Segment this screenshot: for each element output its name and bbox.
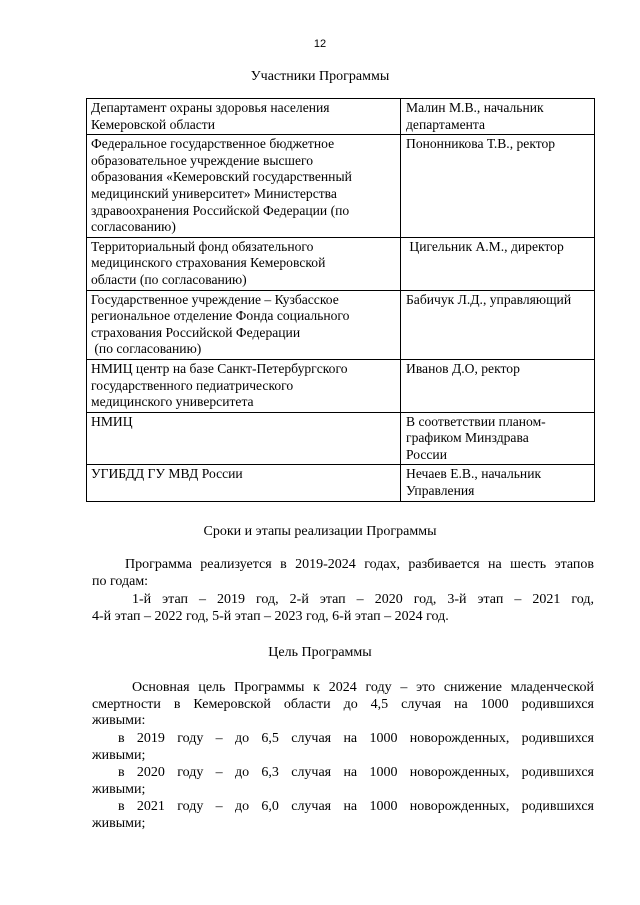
text-line: 1-й этап – 2019 год, 2-й этап – 2020 год, 3-й этап – 2021 год,: [132, 592, 594, 607]
participants-table: [86, 98, 595, 502]
cell-line: департамента: [406, 116, 486, 132]
text-line: Основная цель Программы к 2024 году – это снижение младенческой: [132, 680, 594, 695]
cell-line: Бабичук Л.Д., управляющий: [406, 291, 572, 307]
goal-paragraph: [92, 680, 594, 730]
cell-line: В соответствии планом-: [406, 413, 546, 429]
organization-cell: [87, 99, 401, 135]
organization-cell: [87, 290, 401, 359]
text-line: 4-й этап – 2022 год, 5-й этап – 2023 год, 6-й этап – 2024 год.: [92, 608, 449, 624]
cell-line: Малин М.В., начальник: [406, 100, 544, 115]
cell-line: региональное отделение Фонда социального: [91, 308, 350, 324]
cell-line: Нечаев Е.В., начальник: [406, 466, 542, 482]
cell-line: графиком Минздрава: [406, 430, 529, 446]
cell-line: медицинского страхования Кемеровской: [91, 255, 326, 271]
text-line: по годам:: [92, 573, 149, 589]
organization-cell: [87, 412, 401, 465]
representative-cell: [401, 412, 595, 465]
cell-line: (по согласованию): [91, 341, 202, 357]
table-row: [87, 465, 595, 501]
representative-cell: [401, 99, 595, 135]
goal-heading: Цель Программы: [268, 645, 372, 660]
cell-line: Пононникова Т.В., ректор: [406, 136, 556, 152]
table-row: [87, 359, 595, 412]
organization-cell: [87, 135, 401, 238]
cell-line: Департамент охраны здоровья населения: [91, 100, 330, 115]
representative-cell: [401, 465, 595, 501]
goal-item-2021: [92, 799, 594, 832]
organization-cell: [87, 359, 401, 412]
cell-line: Управления: [406, 483, 475, 499]
cell-line: Федеральное государственное бюджетное: [91, 136, 335, 152]
terms-paragraph: [92, 557, 594, 590]
cell-line: Цигельник А.М., директор: [406, 238, 564, 254]
page-number: 12: [313, 38, 327, 50]
cell-line: НМИЦ: [91, 413, 133, 429]
table-row: [87, 237, 595, 290]
text-line: живыми;: [92, 747, 146, 763]
goal-item-2020: [92, 765, 594, 798]
cell-line: УГИБДД ГУ МВД России: [91, 466, 243, 482]
text-line: в 2021 году – до 6,0 случая на 1000 новорожденных, родившихся: [118, 799, 594, 814]
cell-line: страхования Российской Федерации: [91, 324, 301, 340]
participants-heading: Участники Программы: [250, 69, 390, 84]
cell-line: Кемеровской области: [91, 116, 216, 132]
text-line: живыми;: [92, 781, 146, 797]
text-line: в 2020 году – до 6,3 случая на 1000 новорожденных, родившихся: [118, 765, 594, 780]
cell-line: России: [406, 446, 447, 462]
cell-line: согласованию): [91, 219, 176, 235]
cell-line: государственного педиатрического: [91, 377, 294, 393]
table-row: [87, 412, 595, 465]
representative-cell: [401, 237, 595, 290]
cell-line: здравоохранения Российской Федерации (по: [91, 202, 350, 218]
organization-cell: [87, 465, 401, 501]
representative-cell: [401, 359, 595, 412]
representative-cell: [401, 290, 595, 359]
cell-line: Государственное учреждение – Кузбасское: [91, 291, 339, 307]
text-line: Программа реализуется в 2019-2024 годах, разбивается на шесть этапов: [125, 557, 594, 572]
cell-line: Иванов Д.О, ректор: [406, 360, 520, 376]
goal-item-2019: [92, 731, 594, 764]
cell-line: медицинский университет» Министерства: [91, 185, 337, 201]
representative-cell: [401, 135, 595, 238]
table-row: [87, 99, 595, 135]
organization-cell: [87, 237, 401, 290]
cell-line: образовательное учреждение высшего: [91, 152, 314, 168]
text-line: смертности в Кемеровской области до 4,5 случая на 1000 родившихся: [92, 696, 594, 712]
text-line: в 2019 году – до 6,5 случая на 1000 новорожденных, родившихся: [118, 731, 594, 746]
table-row: [87, 290, 595, 359]
terms-heading: Сроки и этапы реализации Программы: [203, 524, 437, 539]
text-line: живыми;: [92, 815, 146, 831]
cell-line: медицинского университета: [91, 394, 254, 410]
cell-line: образования «Кемеровский государственный: [91, 169, 352, 185]
text-line: живыми:: [92, 713, 146, 729]
cell-line: Территориальный фонд обязательного: [91, 238, 314, 254]
cell-line: области (по согласованию): [91, 271, 247, 287]
stages-paragraph: [92, 592, 594, 625]
cell-line: НМИЦ центр на базе Санкт-Петербургского: [91, 360, 348, 376]
table-row: [87, 135, 595, 238]
